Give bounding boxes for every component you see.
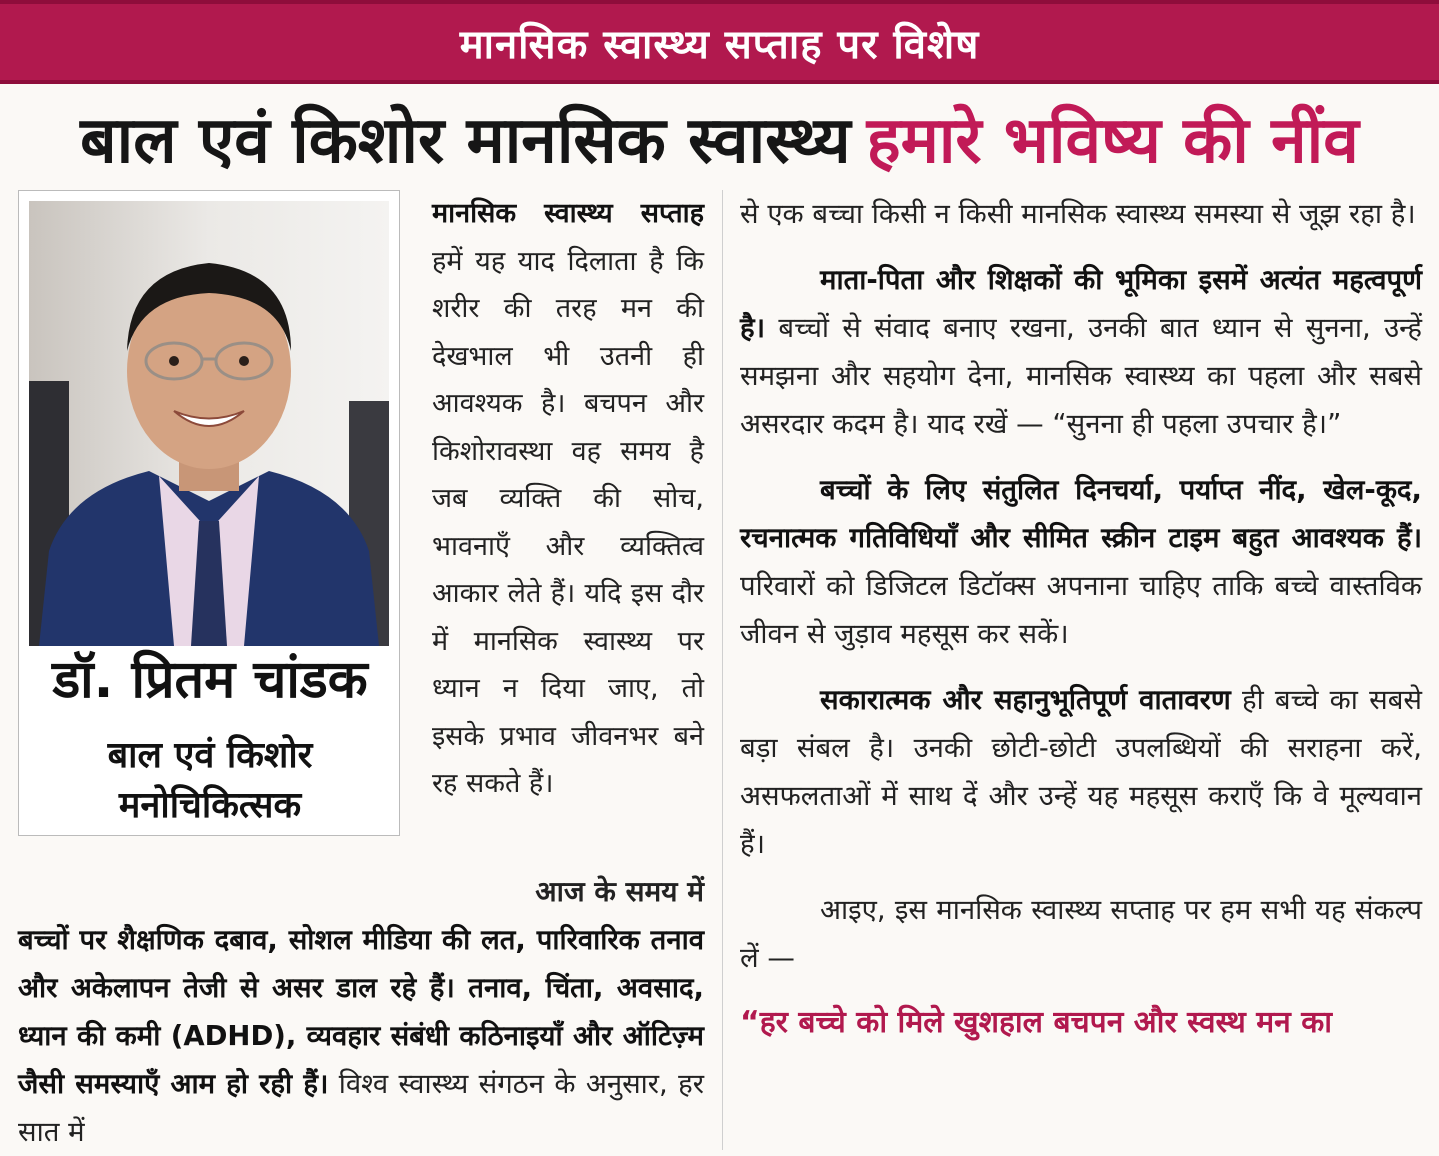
wide-paragraph (18, 916, 704, 1156)
paragraph-4 (740, 676, 1422, 868)
author-role-line2: मनोचिकित्सक (118, 785, 302, 827)
column-divider (722, 190, 723, 1150)
paragraph-2 (740, 256, 1422, 448)
subhead-today: आज के समय में (535, 875, 704, 908)
column-2-text (740, 190, 1422, 1064)
author-role-line1: बाल एवं किशोर (107, 735, 313, 776)
lead-bold: मानसिक स्वास्थ्य सप्ताह (432, 198, 704, 229)
paragraph-4-text: ही बच्चे का सबसे बड़ा संबल है। उनकी छोटी-छोटी उपलब्धियों की सराहना करें, असफलताओं में साथ दें और उन्हें यह महसूस कराएँ कि वे मूल्यवान हैं। (740, 684, 1422, 860)
paragraph-3 (740, 466, 1422, 658)
author-name: डॉ. प्रितम चांडक (52, 650, 368, 710)
article-headline (0, 92, 1439, 182)
author-box (18, 190, 400, 836)
paragraph-1: से एक बच्चा किसी न किसी मानसिक स्वास्थ्य समस्या से जूझ रहा है। (740, 198, 1416, 230)
author-role (19, 731, 401, 832)
headline-part1: बाल एवं किशोर मानसिक स्वास्थ्य (80, 103, 851, 178)
doctor-portrait-photo (29, 201, 389, 646)
headline-part2: हमारे भविष्य की नींव (866, 103, 1359, 178)
wide-paragraph-text: विश्व स्वास्थ्य संगठन के अनुसार, हर सात में (18, 1068, 704, 1148)
lead-text: हमें यह याद दिलाता है कि शरीर की तरह मन की देखभाल भी उतनी ही आवश्यक है। बचपन और किशोरावस्था वह समय है जब व्यक्ति की सोच, भावनाएँ और व्यक्तित्व आकार लेते हैं। यदि इस दौर में मानसिक स्वास्थ्य पर ध्यान न दिया जाए, तो इसके प्रभाव जीवनभर बने रह सकते हैं। (432, 245, 704, 799)
banner-text: मानसिक स्वास्थ्य सप्ताह पर विशेष (459, 21, 980, 68)
wide-paragraph-bold: बच्चों पर शैक्षणिक दबाव, सोशल मीडिया की लत, पारिवारिक तनाव और अकेलापन तेजी से असर डाल रहे हैं। तनाव, चिंता, अवसाद, ध्यान की कमी (ADHD), व्यवहार संबंधी कठिनाइयाँ और ऑटिज़्म जैसी समस्याएँ आम हो रही हैं। (18, 924, 704, 1100)
section-banner (0, 0, 1439, 84)
column-1-text (432, 190, 704, 808)
paragraph-2-bold: माता-पिता और शिक्षकों की भूमिका इसमें अत्यंत महत्वपूर्ण है। (740, 264, 1422, 344)
pledge-quote: “हर बच्चे को मिले खुशहाल बचपन और स्वस्थ मन का (740, 1005, 1333, 1040)
paragraph-5: आइए, इस मानसिक स्वास्थ्य सप्ताह पर हम सभी यह संकल्प लें — (740, 894, 1422, 974)
paragraph-3-bold: बच्चों के लिए संतुलित दिनचर्या, पर्याप्त नींद, खेल-कूद, रचनात्मक गतिविधियाँ और सीमित स्क्रीन टाइम बहुत आवश्यक हैं। (740, 474, 1422, 554)
paragraph-3-text: परिवारों को डिजिटल डिटॉक्स अपनाना चाहिए ताकि बच्चे वास्तविक जीवन से जुड़ाव महसूस कर सकें। (740, 570, 1422, 650)
paragraph-4-bold: सकारात्मक और सहानुभूतिपूर्ण वातावरण (820, 684, 1231, 716)
paragraph-2-text: बच्चों से संवाद बनाए रखना, उनकी बात ध्यान से सुनना, उन्हें समझना और सहयोग देना, मानसिक स्वास्थ्य का पहला और सबसे असरदार कदम है। याद रखें — “सुनना ही पहला उपचार है।” (740, 312, 1422, 440)
